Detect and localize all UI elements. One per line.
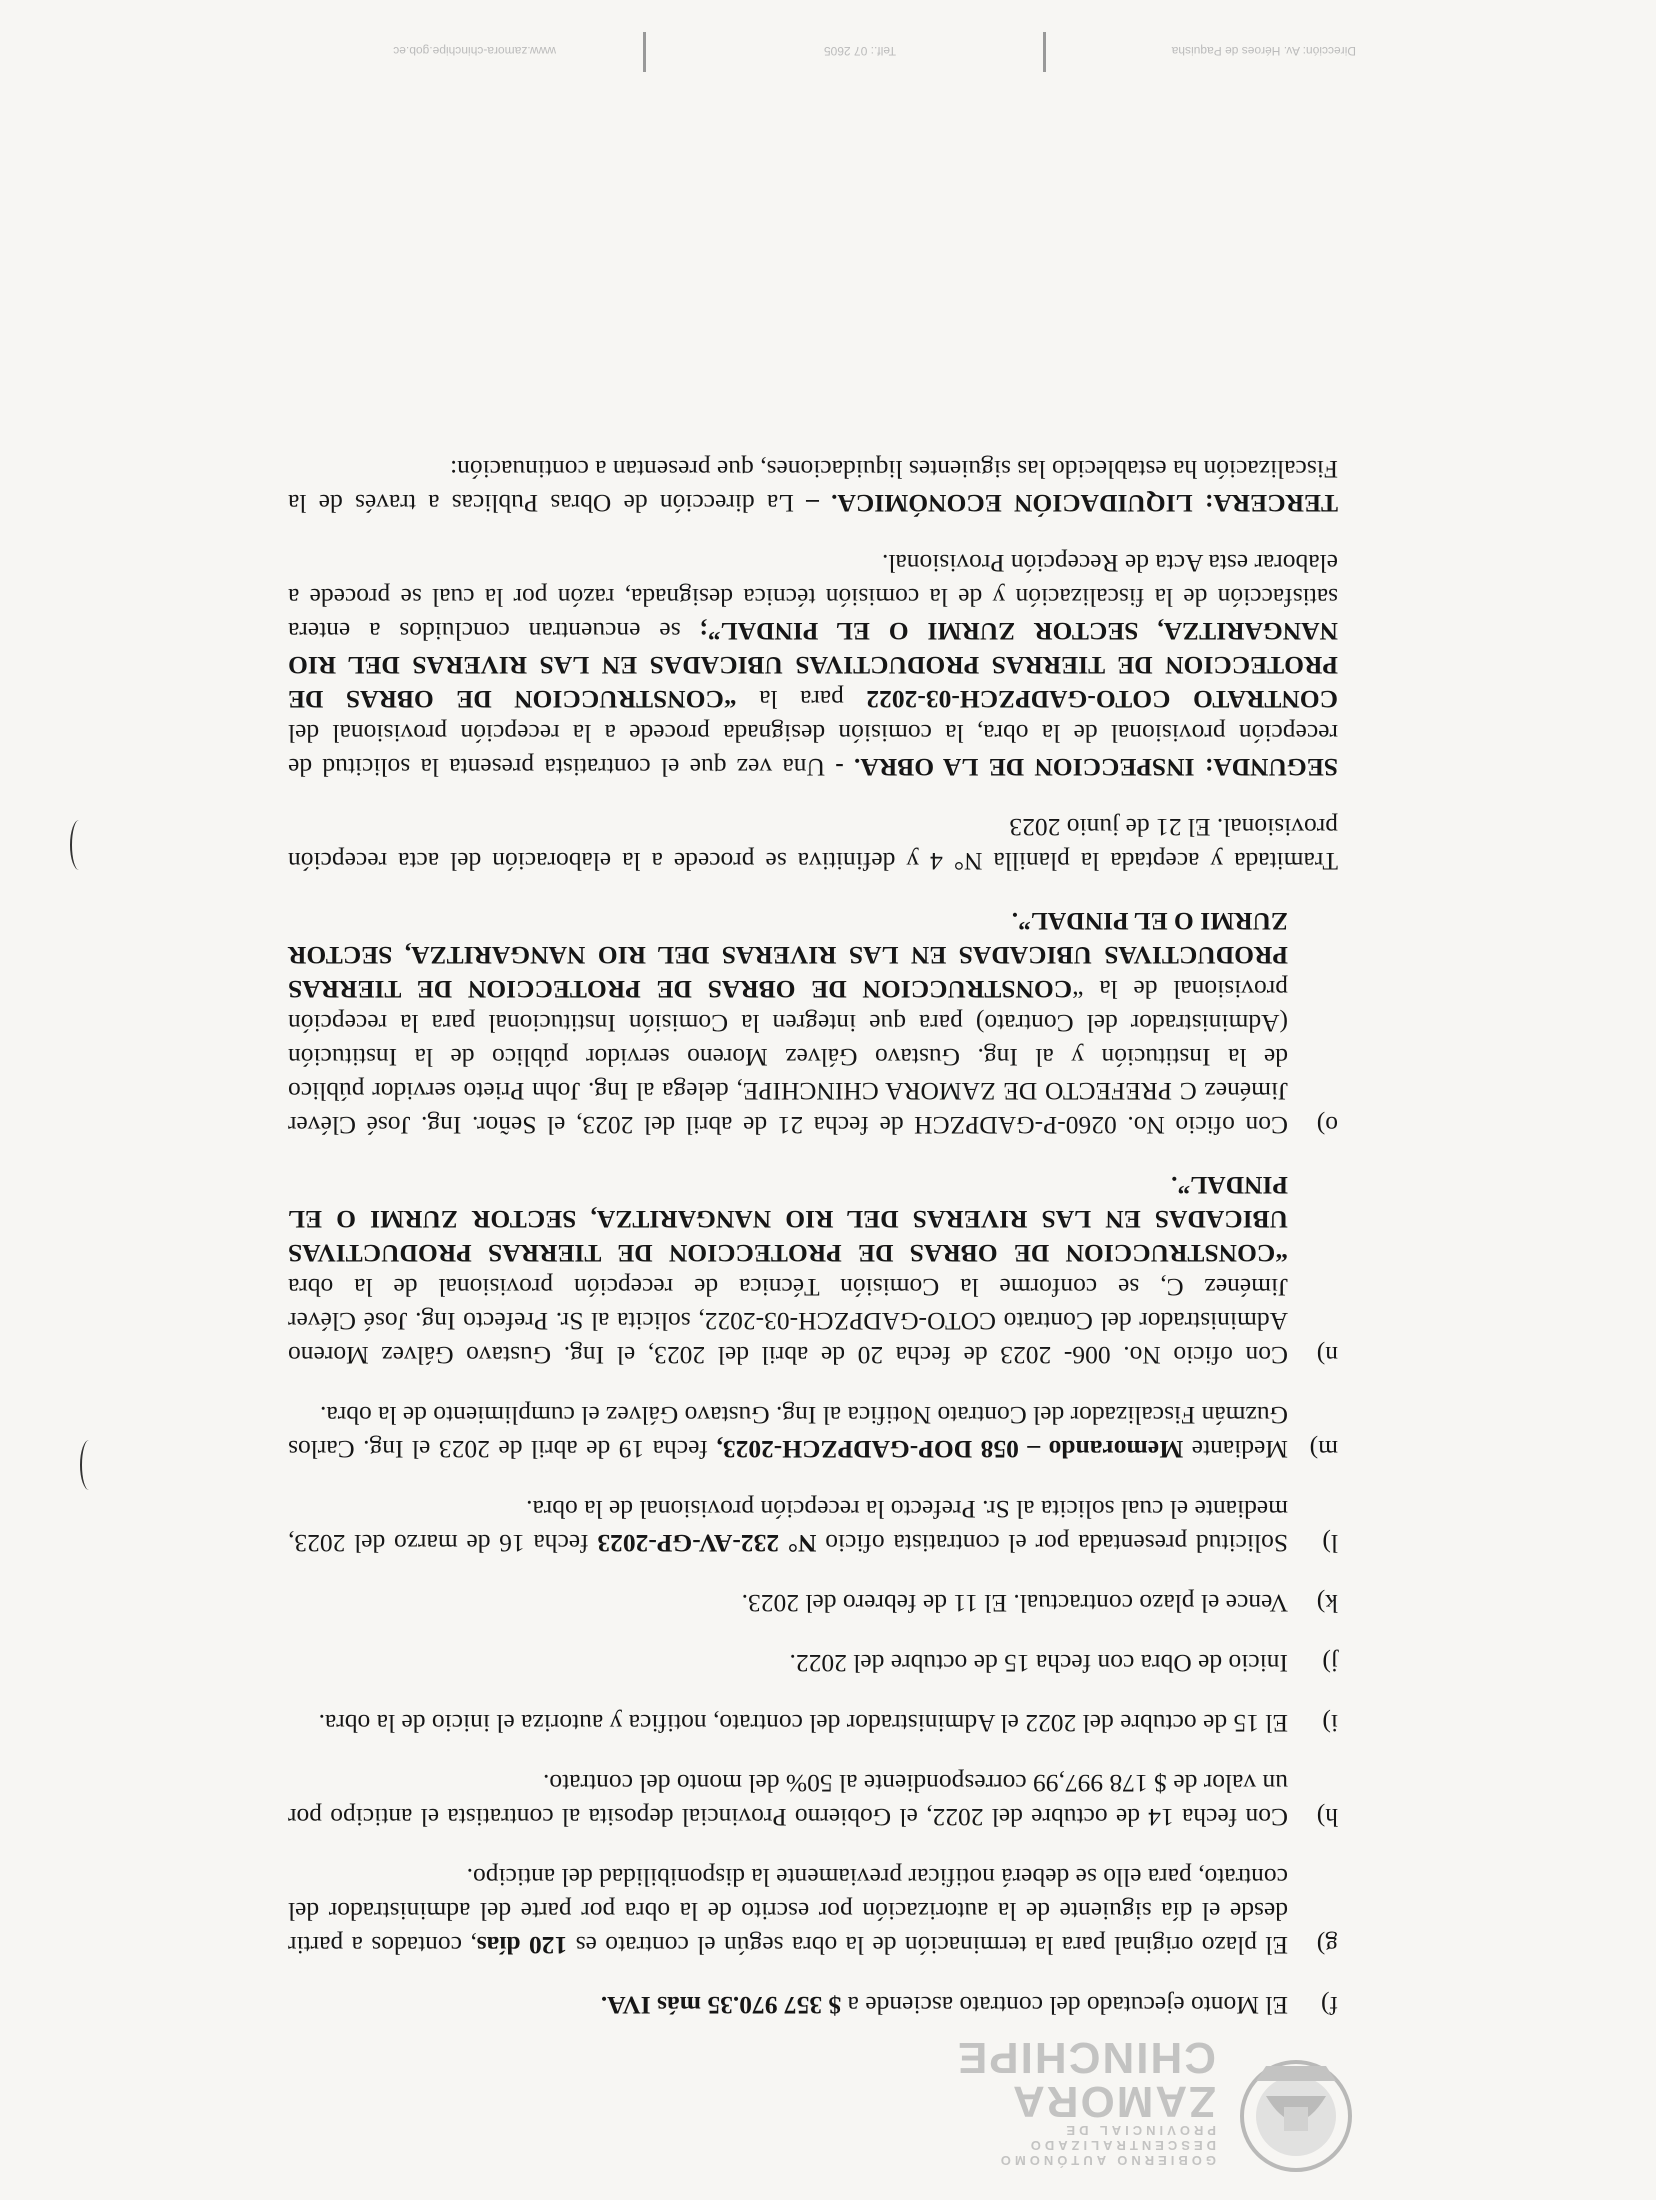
list-item-text: El plazo original para la terminación de la obra según el contrato es 120 días, contados a partir desde el día siguiente de la autorización por escrito de la obra por parte del administrador del contrato, para ello se deberá notificar previamente la disponibilidad del anticipo. (288, 1863, 1288, 1960)
list-marker: f) (1321, 1991, 1338, 2020)
list-marker: o) (1316, 1111, 1338, 1140)
list-item (288, 1168, 1338, 1372)
list-item (288, 1586, 1338, 1620)
list-marker: l) (1322, 1529, 1338, 1558)
list-item-text: Con fecha 14 de octubre del 2022, el Gobierno Provincial deposita al contratista el anticipo por un valor de $ 178 997,99 correspondiente al 50% del monto del contrato. (288, 1769, 1288, 1832)
list-marker: g) (1316, 1931, 1338, 1960)
coat-of-arms-icon (1236, 2056, 1356, 2176)
list-marker: i) (1322, 1709, 1338, 1738)
footer-divider (643, 32, 646, 72)
list-item (288, 1860, 1338, 1962)
institution-logo (926, 2033, 1356, 2176)
scan-mark (70, 820, 88, 870)
page-footer (0, 0, 1656, 80)
scan-mark (80, 1440, 98, 1490)
list-marker: m) (1309, 1435, 1338, 1464)
document-body (288, 426, 1338, 2022)
paragraph: TERCERA: LIQUIDACIÓN ECONÓMICA. – La dirección de Obras Publicas a través de la Fiscalización ha establecido las siguientes liquidaciones, que presentan a continuación: (288, 455, 1338, 518)
list-item-text: Vence el plazo contractual. El 11 de febrero del 2023. (741, 1589, 1288, 1618)
list-item (288, 1706, 1338, 1740)
footer-phone: Telf.: 07 2605 (823, 44, 896, 58)
list-item-text: Con oficio No. 0260-P-GADPZCH de fecha 21 de abril del 2023, el Señor. Ing. José Cléver Jiménez C PREFECTO DE ZAMORA CHINCHIPE, delega al Ing. John Prieto servidor público de la Institución y al Ing. Gustavo Gálvez Moreno servidor público de la Institución (Administrador del Contrato) para que integren la Comisión Institucional para la recepción provisional de la “CONSTRUCCION DE OBRAS DE PROTECCION DE TIERRAS PRODUCTIVAS UBICADAS EN LAS RIVERAS DEL RIO NANGARITZA, SECTOR ZURMI O EL PINDAL”. (288, 907, 1288, 1140)
list-marker: h) (1316, 1803, 1338, 1832)
list-marker: k) (1316, 1589, 1338, 1618)
logo-subtitle: GOBIERNO AUTÓNOMO DESCENTRALIZADO PROVINCIAL DE (996, 2123, 1216, 2168)
list-item (288, 1988, 1338, 2022)
list-item-text: Inicio de Obra con fecha 15 de octubre del 2022. (789, 1649, 1288, 1678)
letterhead (0, 2033, 1656, 2200)
list-item (288, 1766, 1338, 1834)
list-item-text: Solicitud presentada por el contratista oficio N° 232-AV-GP-2023 fecha 16 de marzo del 2023, mediante el cual solicita al Sr. Prefecto la recepción provisional de la obra. (288, 1495, 1288, 1558)
footer-divider (1043, 32, 1046, 72)
footer-address: Dirección: Av. Héroes de Paquisha (1171, 44, 1356, 58)
list-item-text: El 15 de octubre del 2022 el Administrador del contrato, notifica y autoriza el inicio de la obra. (318, 1709, 1288, 1738)
list-item-text: El Monto ejecutado del contrato asciende a $ 357 970.35 más IVA. (600, 1991, 1288, 2020)
footer-web: www.zamora-chinchipe.gob.ec (393, 44, 556, 58)
list-item (288, 1398, 1338, 1466)
list-marker: n) (1316, 1341, 1338, 1370)
logo-line-2: CHINCHIPE (955, 2033, 1216, 2082)
list-item (288, 1646, 1338, 1680)
paragraph: SEGUNDA: INSPECCION DE LA OBRA. - Una vez que el contratista presenta la solicitud de recepción provisional de la obra, la comisión designada procede a la recepción provisional del CONTRATO COTO-GADPZCH-03-2022 para la “CONSTRUCCION DE OBRAS DE PROTECCION DE TIERRAS PRODUCTIVAS UBICADAS EN LAS RIVERAS DEL RIO NANGARITZA, SECTOR ZURMI O EL PINDAL”; se encuentran concluidos a entera satisfacción de la fiscalización y de la comisión técnica designada, razón por la cual se procede a elaborar esta Acta de Recepción Provisional. (288, 549, 1338, 782)
list-item-text: Mediante Memorando – 058 DOP-GADPZCH-2023, fecha 19 de abril de 2023 el Ing. Carlos Guzmán Fiscalizador del Contrato Notifica al Ing. Gustavo Gálvez el cumplimiento de la obra. (288, 1401, 1288, 1464)
list-item-text: Con oficio No. 006- 2023 de fecha 20 de abril del 2023, el Ing. Gustavo Gálvez Moreno Administrador del Contrato COTO-GADPZCH-03-2022, solicita al Sr. Prefecto Ing. José Cléver Jiménez C, se conforme la Comisión Técnica de recepción provisional de la obra “CONSTRUCCION DE OBRAS DE PROTECCION DE TIERRAS PRODUCTIVAS UBICADAS EN LAS RIVERAS DEL RIO NANGARITZA, SECTOR ZURMI O EL PINDAL”. (288, 1171, 1288, 1370)
logo-line-1: ZAMORA (1010, 2077, 1216, 2126)
list-item (288, 904, 1338, 1142)
list-item (288, 1492, 1338, 1560)
paragraph: Tramitada y aceptada la planilla N° 4 y definitiva se procede a la elaboración del acta recepción provisional. El 21 de junio 2023 (288, 813, 1338, 876)
list-marker: j) (1322, 1649, 1338, 1678)
